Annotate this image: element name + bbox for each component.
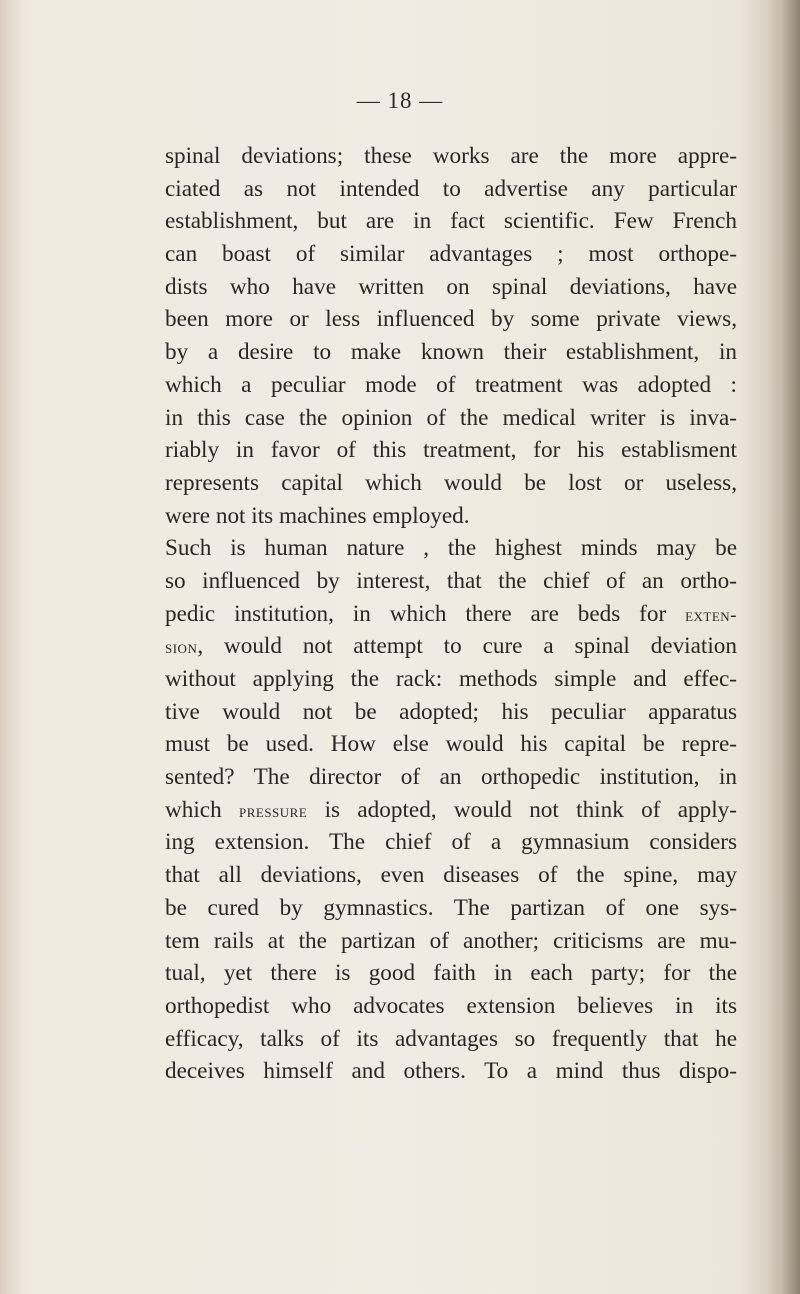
text-line: sion, would not attempt to cure a spinal deviation (165, 633, 737, 660)
text-line: spinal deviations; these works are the more appre- (165, 143, 737, 169)
text-line: in this case the opinion of the medical writer is inva- (165, 404, 737, 431)
small-caps-term: sion (165, 637, 198, 659)
text-line: without applying the rack: methods simple and effec- (165, 666, 737, 692)
text-line: been more or less influenced by some private views, (165, 306, 737, 333)
text-line: dists who have written on spinal deviations, have (165, 273, 737, 300)
small-caps-term: pressure (238, 800, 308, 822)
page-number: — 18 — (356, 88, 444, 113)
text-line: by a desire to make known their establishment, in (165, 339, 737, 366)
text-line: efficacy, talks of its advantages so frequently that he (165, 1025, 737, 1052)
text-line: sented? The director of an orthopedic institution, in (165, 764, 737, 791)
text-line: which pressure is adopted, would not think of apply- (165, 796, 737, 823)
page-left-edge (0, 0, 22, 1294)
text-line: be cured by gymnastics. The partizan of one sys- (165, 894, 737, 921)
text-line: ciated as not intended to advertise any particular (165, 175, 737, 202)
text-line: tem rails at the partizan of another; criticisms are mu- (165, 927, 737, 954)
text-line: pedic institution, in which there are beds for exten- (165, 600, 737, 627)
text-line: riably in favor of this treatment, for his establisment (165, 437, 737, 464)
small-caps-term: exten- (685, 604, 737, 626)
body-text (165, 140, 737, 1088)
text-line: that all deviations, even diseases of the spine, may (165, 862, 737, 889)
text-line: deceives himself and others. To a mind thus dispo- (165, 1058, 737, 1085)
text-line: which a peculiar mode of treatment was adopted : (165, 371, 737, 398)
text-line: must be used. How else would his capital be repre- (165, 731, 737, 758)
text-line: can boast of similar advantages ; most orthope- (165, 241, 737, 268)
text-line: tive would not be adopted; his peculiar apparatus (165, 698, 737, 725)
text-line: ing extension. The chief of a gymnasium considers (165, 829, 737, 856)
text-line: so influenced by interest, that the chief of an ortho- (165, 567, 737, 594)
text-line: orthopedist who advocates extension believes in its (165, 992, 737, 1019)
page-right-edge (768, 0, 800, 1294)
text-line: tual, yet there is good faith in each party; for the (165, 960, 737, 987)
text-line: establishment, but are in fact scientific. Few French (165, 208, 737, 235)
text-line: represents capital which would be lost or useless, (165, 469, 737, 496)
text-line: Such is human nature , the highest minds may be (165, 535, 737, 562)
text-line: were not its machines employed. (165, 502, 470, 529)
